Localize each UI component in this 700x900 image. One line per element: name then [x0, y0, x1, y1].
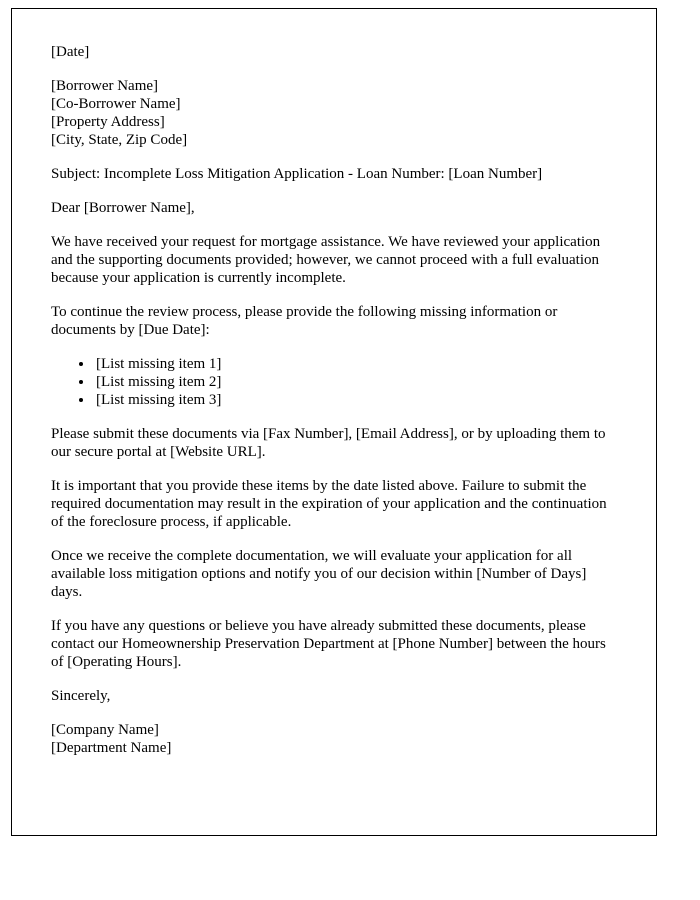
missing-item: • [List missing item 1] [94, 355, 620, 373]
recipient-line-co-borrower: [Co-Borrower Name] [51, 96, 181, 112]
salutation-line: Dear [Borrower Name], [51, 200, 195, 216]
paragraph-contact-info: If you have any questions or believe you have already submitted these documents, please contact our Homeownership Preservation Department at [Phone Number] between the hours of [Operating Hours]. [51, 618, 606, 670]
subject-line: Subject: Incomplete Loss Mitigation Application - Loan Number: [Loan Number] [51, 166, 543, 182]
paragraph-intro: We have received your request for mortgage assistance. We have reviewed your application and the supporting documents provided; however, we cannot proceed with a full evaluation because your application is currently incomplete. [51, 234, 601, 286]
closing-line: Sincerely, [51, 688, 111, 704]
paragraph-evaluation-promise: Once we receive the complete documentation, we will evaluate your application for all available loss mitigation options and notify you of our decision within [Number of Days] days. [51, 548, 587, 600]
letter-document [11, 8, 657, 836]
recipient-line-city-state-zip: [City, State, Zip Code] [51, 132, 188, 148]
signature-block [51, 721, 620, 757]
recipient-address-block [51, 77, 620, 149]
date-line: [Date] [51, 44, 90, 60]
recipient-line-property-address: [Property Address] [51, 114, 165, 130]
missing-item: • [List missing item 2] [94, 373, 620, 391]
recipient-line-borrower: [Borrower Name] [51, 78, 159, 94]
missing-item: • [List missing item 3] [94, 391, 620, 409]
paragraph-deadline-warning: It is important that you provide these items by the date listed above. Failure to submit the required documentation may result in the expiration of your application and the continuation of the foreclosure process, if applicable. [51, 478, 607, 530]
paragraph-submission-methods: Please submit these documents via [Fax Number], [Email Address], or by uploading them to our secure portal at [Website URL]. [51, 426, 606, 460]
signature-department-name: [Department Name] [51, 740, 172, 756]
signature-company-name: [Company Name] [51, 722, 159, 738]
paragraph-missing-info-request: To continue the review process, please provide the following missing information or documents by [Due Date]: [51, 304, 558, 338]
missing-items-list [51, 355, 620, 409]
